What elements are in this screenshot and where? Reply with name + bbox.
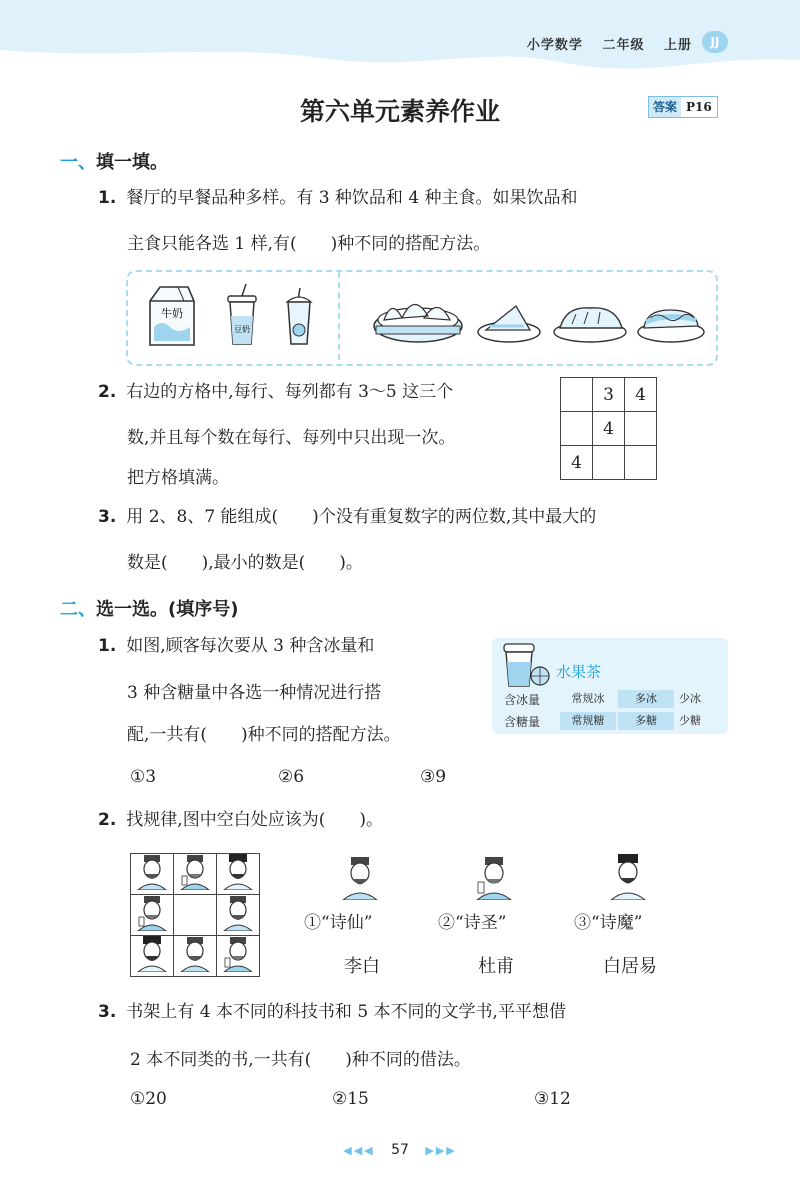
poet-cell xyxy=(217,936,260,977)
question-number: 1. xyxy=(98,636,117,656)
poet-cell xyxy=(131,854,174,895)
section-2-number: 二、 xyxy=(60,599,96,620)
poet-portrait-icon xyxy=(135,936,169,972)
grid-cell[interactable] xyxy=(625,446,657,480)
fruit-tea-title: 水果茶 xyxy=(556,663,602,681)
section-1-number: 一、 xyxy=(60,152,96,173)
question-1-1 xyxy=(98,184,578,212)
fruit-tea-cup-icon xyxy=(500,642,552,692)
number-grid xyxy=(560,377,657,480)
header-grade: 二年级 xyxy=(602,38,645,53)
poet-cell xyxy=(131,936,174,977)
left-arrows-icon: ◀◀◀ xyxy=(343,1144,375,1157)
poet-cell xyxy=(174,854,217,895)
choice-option[interactable]: ③9 xyxy=(420,767,447,787)
poet-portrait-icon xyxy=(135,854,169,890)
sugar-option[interactable]: 常规糖 xyxy=(560,712,616,730)
steamed-buns-icon xyxy=(372,290,464,346)
grid-cell[interactable] xyxy=(561,412,593,446)
poet-portrait-icon xyxy=(178,936,212,972)
edition-badge: JJ xyxy=(702,31,728,53)
sugar-option[interactable]: 多糖 xyxy=(618,712,674,730)
bread-icon xyxy=(552,298,628,344)
choice-option[interactable]: ①3 xyxy=(130,767,157,787)
question-1-3-line2: 数是( ),最小的数是( )。 xyxy=(127,553,363,573)
answer-label: 答案 xyxy=(649,97,681,117)
header-subject: 小学数学 xyxy=(526,38,583,53)
poet-cell xyxy=(217,854,260,895)
question-1-1-line2: 主食只能各选 1 样,有( )种不同的搭配方法。 xyxy=(127,234,491,254)
grid-cell[interactable] xyxy=(625,412,657,446)
grid-cell[interactable]: 4 xyxy=(561,446,593,480)
question-number: 3. xyxy=(98,507,117,527)
ice-option[interactable]: 多冰 xyxy=(618,690,674,708)
poet-option-label[interactable]: ②“诗圣” xyxy=(438,913,507,933)
poet-option-label[interactable]: ③“诗魔” xyxy=(574,913,643,933)
hotdog-icon xyxy=(636,298,706,344)
question-1-2-line2: 数,并且每个数在每行、每列中只出现一次。 xyxy=(127,428,456,448)
choice-option[interactable]: ②15 xyxy=(332,1089,369,1109)
choice-option[interactable]: ③12 xyxy=(534,1089,571,1109)
poet-cell xyxy=(131,895,174,936)
right-arrows-icon: ▶▶▶ xyxy=(425,1144,457,1157)
question-2-1 xyxy=(98,632,374,660)
grid-cell[interactable] xyxy=(561,378,593,412)
poet-cell xyxy=(174,936,217,977)
soy-label: 豆奶 xyxy=(234,325,250,334)
sugar-option[interactable]: 少糖 xyxy=(679,714,701,727)
question-1-2 xyxy=(98,378,453,406)
ice-level-label: 含冰量 xyxy=(504,693,541,707)
du-fu-portrait-icon xyxy=(474,856,514,900)
question-1-2-line3: 把方格填满。 xyxy=(127,468,229,488)
poet-pattern-grid xyxy=(130,853,260,977)
section-2-heading xyxy=(60,595,238,621)
section-2-title: 选一选。(填序号) xyxy=(96,599,239,620)
page-title: 第六单元素养作业 xyxy=(299,97,500,126)
poet-portrait-icon xyxy=(221,895,255,931)
milk-label: 牛奶 xyxy=(161,307,183,320)
poet-option-label[interactable]: ①“诗仙” xyxy=(304,913,373,933)
poet-portrait-icon xyxy=(221,854,255,890)
poet-portrait-icon xyxy=(135,895,169,931)
question-2-3-line2: 2 本不同类的书,一共有( )种不同的借法。 xyxy=(130,1050,471,1070)
question-text: 找规律,图中空白处应该为( )。 xyxy=(126,810,383,830)
header-labels xyxy=(513,34,692,53)
grid-cell[interactable]: 4 xyxy=(625,378,657,412)
soy-milk-cup-icon xyxy=(222,282,262,348)
sandwich-icon xyxy=(476,300,542,344)
question-2-1-line3: 配,一共有( )种不同的搭配方法。 xyxy=(127,725,401,745)
poet-name: 李白 xyxy=(344,956,380,977)
poet-portrait-icon xyxy=(178,854,212,890)
header-volume: 上册 xyxy=(663,38,692,53)
sugar-level-label: 含糖量 xyxy=(504,715,541,729)
li-bai-portrait-icon xyxy=(340,856,380,900)
page-footer xyxy=(0,1142,800,1158)
section-1-heading xyxy=(60,148,168,174)
ice-option[interactable]: 少冰 xyxy=(679,692,701,705)
bai-juyi-portrait-icon xyxy=(608,854,648,900)
choice-option[interactable]: ②6 xyxy=(278,767,305,787)
question-number: 2. xyxy=(98,810,117,830)
poet-name: 白居易 xyxy=(603,956,657,977)
grid-cell[interactable]: 4 xyxy=(593,412,625,446)
grid-cell[interactable]: 3 xyxy=(593,378,625,412)
question-text: 餐厅的早餐品种多样。有 3 种饮品和 4 种主食。如果饮品和 xyxy=(126,188,578,208)
question-text: 书架上有 4 本不同的科技书和 5 本不同的文学书,平平想借 xyxy=(126,1002,566,1022)
question-number: 2. xyxy=(98,382,117,402)
question-1-3 xyxy=(98,503,596,531)
section-1-title: 填一填。 xyxy=(96,152,168,173)
answer-page: P16 xyxy=(681,97,717,117)
grid-cell[interactable] xyxy=(593,446,625,480)
bubble-tea-icon xyxy=(282,286,316,348)
blank-cell[interactable] xyxy=(174,895,217,936)
question-text: 右边的方格中,每行、每列都有 3～5 这三个 xyxy=(126,382,454,402)
poet-cell xyxy=(217,895,260,936)
question-number: 3. xyxy=(98,1002,117,1022)
milk-carton-icon xyxy=(144,283,200,349)
question-2-3 xyxy=(98,998,566,1026)
panel-divider xyxy=(338,272,340,360)
question-text: 用 2、8、7 能组成( )个没有重复数字的两位数,其中最大的 xyxy=(126,507,597,527)
question-text: 如图,顾客每次要从 3 种含冰量和 xyxy=(126,636,375,656)
page-number: 57 xyxy=(391,1142,409,1158)
poet-name: 杜甫 xyxy=(478,956,514,977)
answer-reference[interactable] xyxy=(648,96,718,118)
question-2-1-line2: 3 种含糖量中各选一种情况进行搭 xyxy=(127,683,382,703)
question-number: 1. xyxy=(98,188,117,208)
ice-option[interactable]: 常规冰 xyxy=(571,692,605,705)
poet-portrait-icon xyxy=(221,936,255,972)
question-2-2 xyxy=(98,806,383,834)
choice-option[interactable]: ①20 xyxy=(130,1089,167,1109)
